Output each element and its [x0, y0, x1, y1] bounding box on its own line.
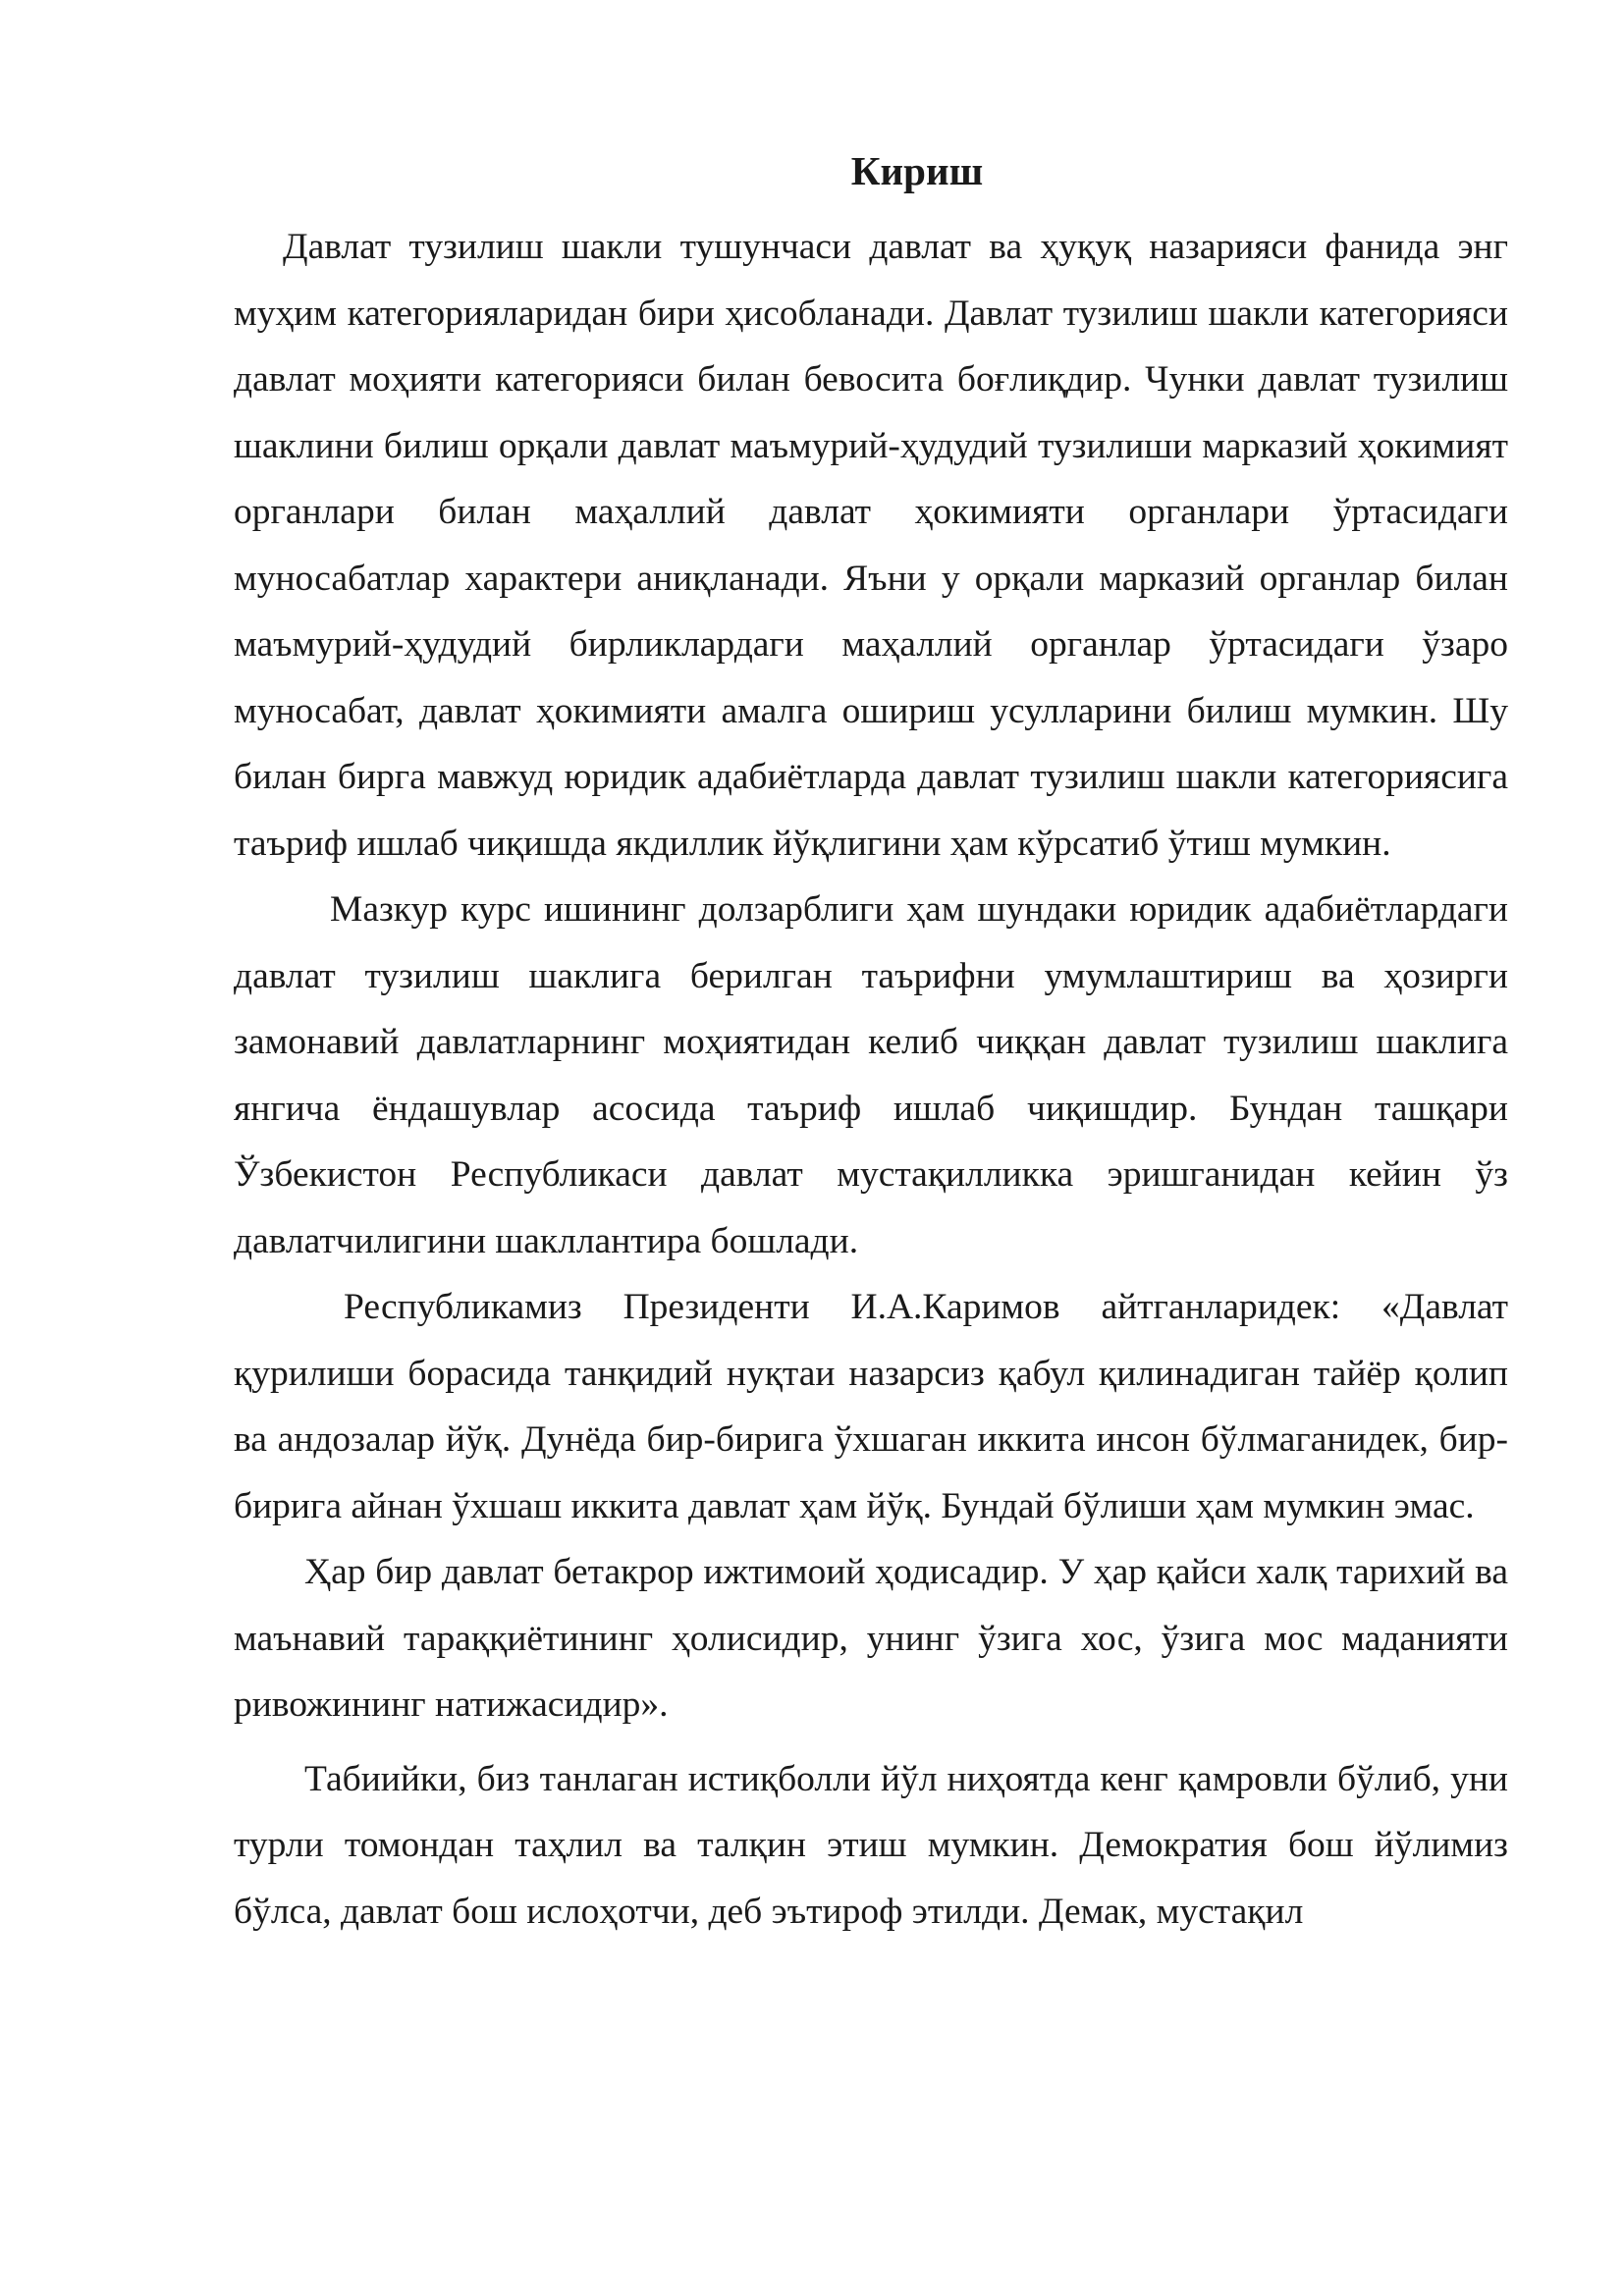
paragraph-1: Давлат тузилиш шакли тушунчаси давлат ва ҳуқуқ назарияси фанида энг муҳим категорияларидан бири ҳисобланади. Давлат тузилиш шакли категорияси давлат моҳияти категорияси билан бевосита боғлиқдир. Чунки давлат тузилиш шаклини билиш орқали давлат маъмурий-ҳудудий тузилиши марказий ҳокимият органлари билан маҳаллий давлат ҳокимияти органлари ўртасидаги муносабатлар характери аниқланади. Яъни у орқали марказий органлар билан маъмурий-ҳудудий бирликлардаги маҳаллий органлар ўртасидаги ўзаро муносабат, давлат ҳокимияти амалга ошириш усулларини билиш мумкин. Шу билан бирга мавжуд юридик адабиётларда давлат тузилиш шакли категориясига таъриф ишлаб чиқишда якдиллик йўқлигини ҳам кўрсатиб ўтиш мумкин. [234, 227, 1508, 864]
paragraph-5: Табиийки, биз танлаган истиқболли йўл ниҳоятда кенг қамровли бўлиб, уни турли томондан таҳлил ва талқин этиш мумкин. Демократия бош йўлимиз бўлса, давлат бош ислоҳотчи, деб эътироф этилди. Демак, мустақил [234, 1758, 1508, 1932]
paragraph-4: Ҳар бир давлат бетакрор ижтимоий ҳодисадир. У ҳар қайси халқ тарихий ва маънавий тараққиётининг ҳолисидир, унинг ўзига хос, ўзига мос маданияти ривожининг натижасидир». [234, 1552, 1508, 1725]
page-content [234, 147, 1508, 1945]
paragraph-3: Республикамиз Президенти И.А.Каримов айтганларидек: «Давлат қурилиши борасида танқидий нуқтаи назарсиз қабул қилинадиган тайёр қолип ва андозалар йўқ. Дунёда бир-бирига ўхшаган иккита инсон бўлмаганидек, бир-бирига айнан ўхшаш иккита давлат ҳам йўқ. Бундай бўлиши ҳам мумкин эмас. [234, 1287, 1508, 1526]
page-title: Кириш [850, 148, 984, 193]
paragraph-2: Мазкур курс ишининг долзарблиги ҳам шундаки юридик адабиётлардаги давлат тузилиш шаклига берилган таърифни умумлаштириш ва ҳозирги замонавий давлатларнинг моҳиятидан келиб чиққан давлат тузилиш шаклига янгича ёндашувлар асосида таъриф ишлаб чиқишдир. Бундан ташқари Ўзбекистон Республикаси давлат мустақилликка эришганидан кейин ўз давлатчилигини шакллантира бошлади. [234, 889, 1508, 1261]
